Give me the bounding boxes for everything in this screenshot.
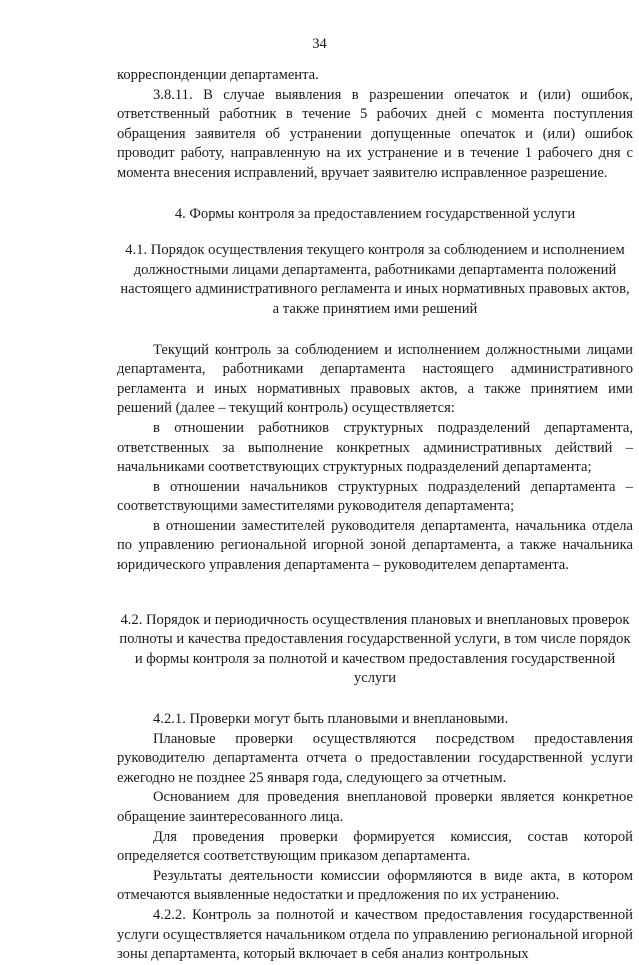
paragraph-4-2-2: 4.2.2. Контроль за полнотой и качеством предоставления государственной услуги осуществляется начальником отдела по управлению региональной игорной зоны департамента, который включает в себя анализ контрольных [117,906,633,963]
subsection-heading-4-1: 4.1. Порядок осуществления текущего контроля за соблюдением и исполнением должностными лицами департамента, работниками департамента положений настоящего административного регламента и иных нормативных правовых актов, а также принятием ими решений [120,242,630,317]
paragraph-results: Результаты деятельности комиссии оформляются в виде акта, в котором отмечаются выявленные недостатки и предложения по их устранению. [117,867,633,904]
document-body [117,66,633,965]
section-heading-4: 4. Формы контроля за предоставлением государственной услуги [174,205,576,222]
paragraph-4-2-1: 4.2.1. Проверки могут быть плановыми и внеплановыми. [153,711,509,728]
paragraph-control-workers: в отношении работников структурных подразделений департамента, ответственных за выполнение конкретных административных действий – начальниками соответствующих структурных подразделений департамента; [117,419,633,476]
paragraph-unplanned-basis: Основанием для проведения внеплановой проверки является конкретное обращение заинтересованного лица. [117,789,633,825]
paragraph-commission: Для проведения проверки формируется комиссия, состав которой определяется соответствующим приказом департамента. [117,828,633,865]
page-number: 34 [312,36,327,52]
subsection-heading-4-2: 4.2. Порядок и периодичность осуществления плановых и внеплановых проверок полноты и качества предоставления государственной услуги, в том числе порядок и формы контроля за полнотой и качеством предоставления государственной услуги [119,611,631,687]
paragraph-current-control: Текущий контроль за соблюдением и исполнением должностными лицами департамента, работниками департамента настоящего административного регламента и иных нормативных правовых актов, а также принятием ими решений (далее – текущий контроль) осуществляется: [117,341,633,417]
paragraph-control-heads: в отношении начальников структурных подразделений департамента – соответствующими заместителями руководителя департамента; [117,478,633,515]
paragraph-3-8-11: 3.8.11. В случае выявления в разрешении опечаток и (или) ошибок, ответственный работник в течение 5 рабочих дней с момента поступления обращения заявителя об устранении допущенные опечаток и (или) ошибок проводит работу, направленную на их устранение и в течение 1 рабочего дня с момента внесения исправлений, вручает заявителю исправленное разрешение. [117,86,633,181]
paragraph-control-deputies: в отношении заместителей руководителя департамента, начальника отдела по управлению региональной игорной зоной департамента, а также начальника юридического управления департамента – руководителем департамента. [117,517,633,574]
paragraph-planned-checks: Плановые проверки осуществляются посредством предоставления руководителю департамента отчета о предоставлении государственной услуги ежегодно не позднее 25 января года, следующего за отчетным. [117,730,633,786]
paragraph-continuation: корреспонденции департамента. [117,67,319,83]
